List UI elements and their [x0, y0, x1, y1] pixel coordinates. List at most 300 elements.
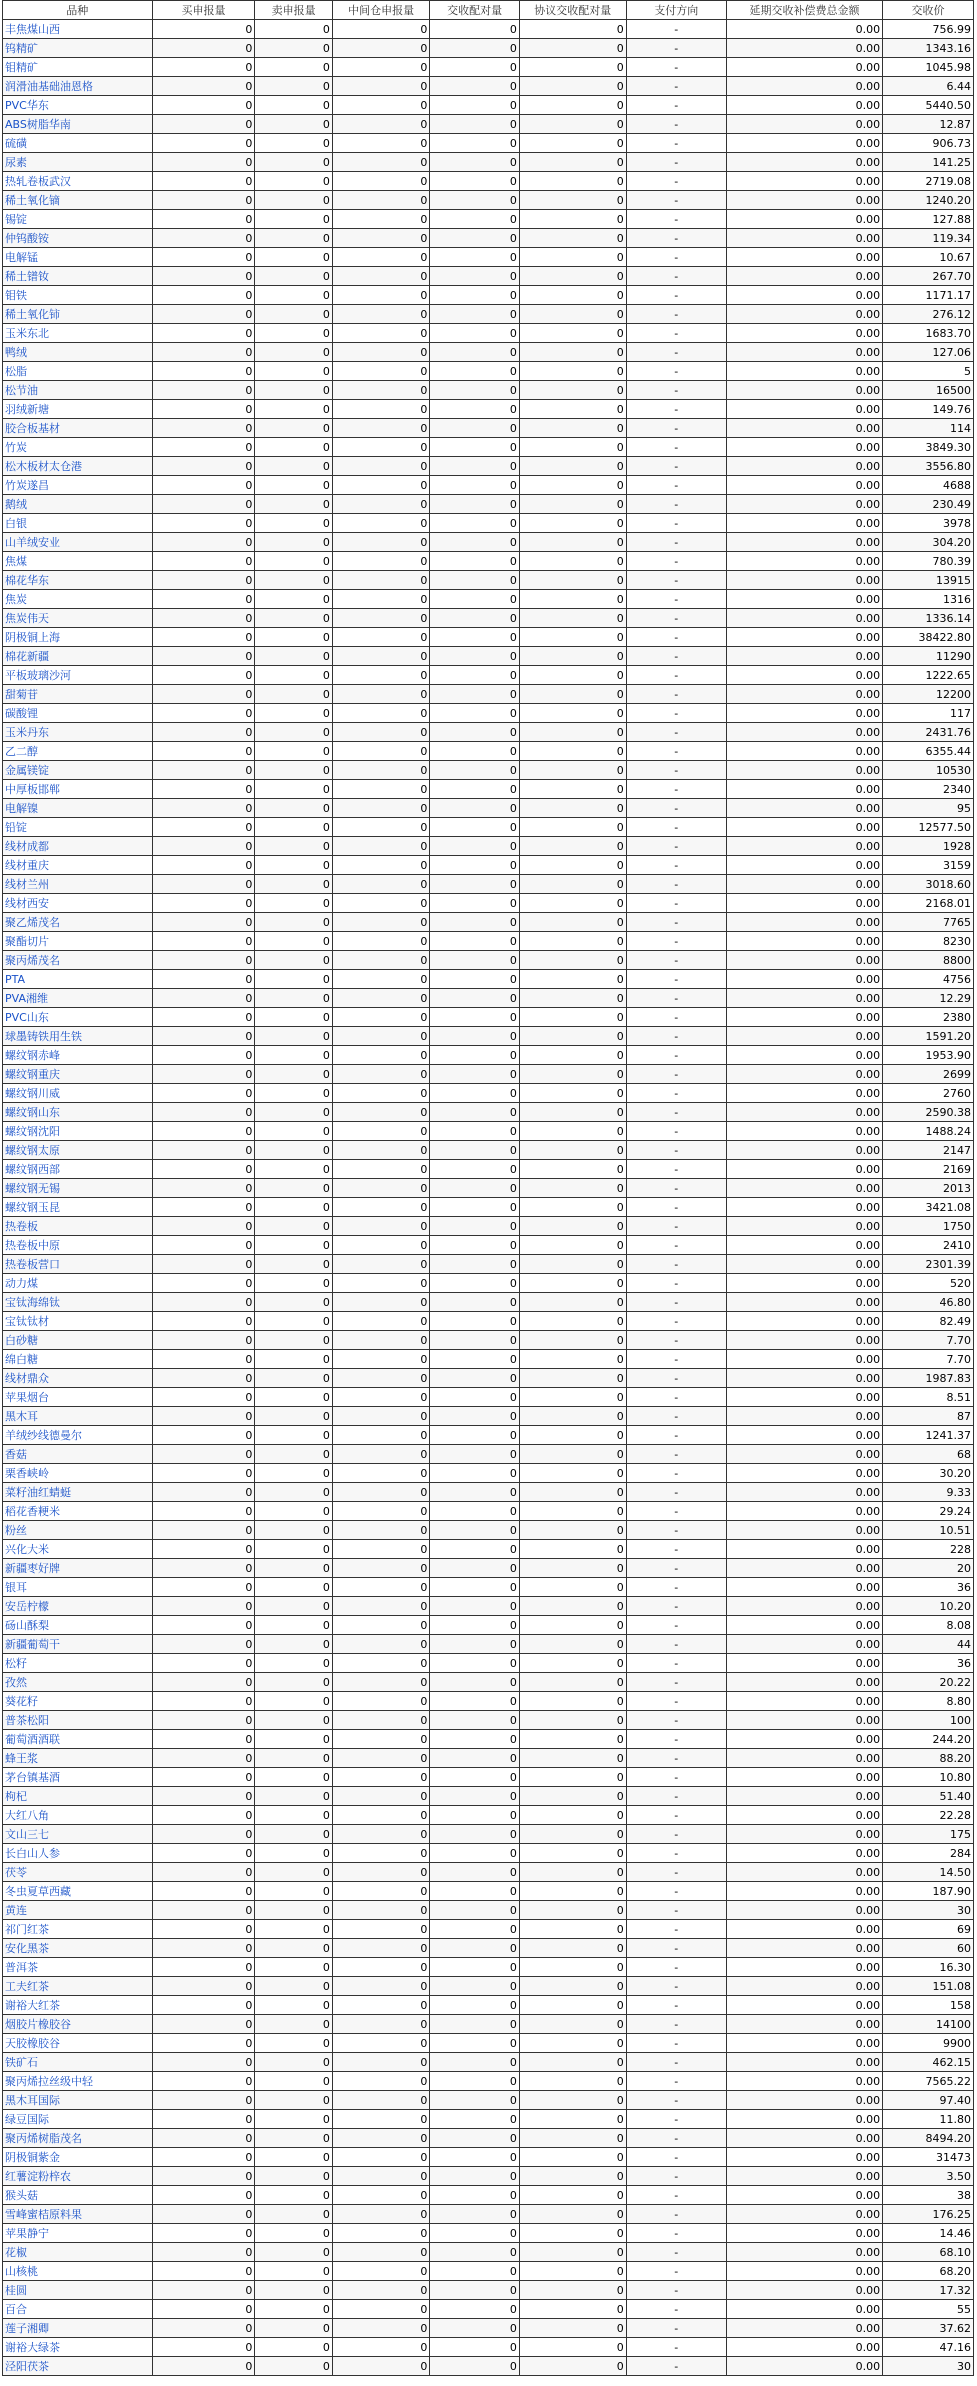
cell-matched: 0: [430, 1977, 519, 1996]
cell-buy-declared: 0: [152, 96, 255, 115]
cell-deferred-compensation: 0.00: [726, 837, 882, 856]
cell-buy-declared: 0: [152, 1179, 255, 1198]
cell-sell-declared: 0: [255, 1806, 332, 1825]
cell-warehouse-declared: 0: [332, 267, 430, 286]
cell-matched: 0: [430, 818, 519, 837]
cell-payment-direction: -: [626, 666, 726, 685]
cell-warehouse-declared: 0: [332, 2110, 430, 2129]
cell-deferred-compensation: 0.00: [726, 210, 882, 229]
cell-variety: 砀山酥梨: [3, 1616, 153, 1635]
table-row: [3, 1597, 974, 1616]
table-row: [3, 1198, 974, 1217]
header-buy-declared: 买申报量: [152, 1, 255, 20]
cell-agreement-matched: 0: [519, 1597, 626, 1616]
cell-payment-direction: -: [626, 2357, 726, 2376]
cell-matched: 0: [430, 571, 519, 590]
cell-deferred-compensation: 0.00: [726, 875, 882, 894]
cell-settlement-price: 10530: [883, 761, 974, 780]
cell-buy-declared: 0: [152, 324, 255, 343]
cell-deferred-compensation: 0.00: [726, 1597, 882, 1616]
cell-matched: 0: [430, 856, 519, 875]
cell-warehouse-declared: 0: [332, 191, 430, 210]
cell-variety: 烟胶片橡胶谷: [3, 2015, 153, 2034]
cell-matched: 0: [430, 1920, 519, 1939]
table-row: [3, 875, 974, 894]
cell-agreement-matched: 0: [519, 1483, 626, 1502]
cell-settlement-price: 2380: [883, 1008, 974, 1027]
cell-settlement-price: 3.50: [883, 2167, 974, 2186]
cell-settlement-price: 8.08: [883, 1616, 974, 1635]
cell-buy-declared: 0: [152, 1578, 255, 1597]
cell-agreement-matched: 0: [519, 932, 626, 951]
cell-sell-declared: 0: [255, 799, 332, 818]
cell-payment-direction: -: [626, 2338, 726, 2357]
cell-deferred-compensation: 0.00: [726, 1122, 882, 1141]
cell-deferred-compensation: 0.00: [726, 2243, 882, 2262]
cell-deferred-compensation: 0.00: [726, 362, 882, 381]
cell-settlement-price: 3978: [883, 514, 974, 533]
cell-deferred-compensation: 0.00: [726, 1939, 882, 1958]
cell-variety: 钨精矿: [3, 39, 153, 58]
cell-settlement-price: 29.24: [883, 1502, 974, 1521]
cell-payment-direction: -: [626, 818, 726, 837]
cell-sell-declared: 0: [255, 1103, 332, 1122]
cell-agreement-matched: 0: [519, 552, 626, 571]
cell-deferred-compensation: 0.00: [726, 2148, 882, 2167]
cell-agreement-matched: 0: [519, 1939, 626, 1958]
cell-settlement-price: 30: [883, 1901, 974, 1920]
cell-variety: 苹果烟台: [3, 1388, 153, 1407]
cell-payment-direction: -: [626, 267, 726, 286]
cell-agreement-matched: 0: [519, 419, 626, 438]
cell-matched: 0: [430, 1768, 519, 1787]
table-row: [3, 2015, 974, 2034]
cell-buy-declared: 0: [152, 2186, 255, 2205]
cell-sell-declared: 0: [255, 1369, 332, 1388]
cell-warehouse-declared: 0: [332, 1502, 430, 1521]
cell-warehouse-declared: 0: [332, 1179, 430, 1198]
table-row: [3, 1274, 974, 1293]
cell-warehouse-declared: 0: [332, 2148, 430, 2167]
cell-payment-direction: -: [626, 989, 726, 1008]
cell-buy-declared: 0: [152, 2072, 255, 2091]
table-row: [3, 96, 974, 115]
cell-deferred-compensation: 0.00: [726, 1027, 882, 1046]
cell-sell-declared: 0: [255, 856, 332, 875]
cell-warehouse-declared: 0: [332, 1616, 430, 1635]
cell-buy-declared: 0: [152, 2015, 255, 2034]
cell-buy-declared: 0: [152, 1483, 255, 1502]
cell-variety: 羊绒纱线德曼尔: [3, 1426, 153, 1445]
cell-warehouse-declared: 0: [332, 476, 430, 495]
cell-payment-direction: -: [626, 685, 726, 704]
cell-payment-direction: -: [626, 1768, 726, 1787]
cell-sell-declared: 0: [255, 2167, 332, 2186]
cell-buy-declared: 0: [152, 1901, 255, 1920]
cell-warehouse-declared: 0: [332, 989, 430, 1008]
cell-settlement-price: 114: [883, 419, 974, 438]
cell-deferred-compensation: 0.00: [726, 1863, 882, 1882]
cell-variety: 焦炭: [3, 590, 153, 609]
cell-buy-declared: 0: [152, 1654, 255, 1673]
table-row: [3, 58, 974, 77]
cell-variety: 山羊绒安业: [3, 533, 153, 552]
cell-payment-direction: -: [626, 2015, 726, 2034]
cell-buy-declared: 0: [152, 1046, 255, 1065]
cell-settlement-price: 176.25: [883, 2205, 974, 2224]
cell-settlement-price: 2301.39: [883, 1255, 974, 1274]
cell-deferred-compensation: 0.00: [726, 1407, 882, 1426]
cell-payment-direction: -: [626, 2243, 726, 2262]
cell-variety: 聚酯切片: [3, 932, 153, 951]
cell-buy-declared: 0: [152, 1198, 255, 1217]
cell-sell-declared: 0: [255, 1293, 332, 1312]
cell-buy-declared: 0: [152, 229, 255, 248]
cell-variety: 栗香峡岭: [3, 1464, 153, 1483]
cell-agreement-matched: 0: [519, 1046, 626, 1065]
cell-buy-declared: 0: [152, 989, 255, 1008]
cell-sell-declared: 0: [255, 2186, 332, 2205]
cell-payment-direction: -: [626, 552, 726, 571]
cell-payment-direction: -: [626, 913, 726, 932]
cell-deferred-compensation: 0.00: [726, 1901, 882, 1920]
cell-deferred-compensation: 0.00: [726, 913, 882, 932]
cell-variety: 粉丝: [3, 1521, 153, 1540]
cell-payment-direction: -: [626, 894, 726, 913]
cell-agreement-matched: 0: [519, 818, 626, 837]
cell-variety: ABS树脂华南: [3, 115, 153, 134]
cell-buy-declared: 0: [152, 1027, 255, 1046]
cell-settlement-price: 4756: [883, 970, 974, 989]
cell-settlement-price: 1488.24: [883, 1122, 974, 1141]
cell-warehouse-declared: 0: [332, 685, 430, 704]
table-row: [3, 1046, 974, 1065]
table-row: [3, 1559, 974, 1578]
cell-buy-declared: 0: [152, 2148, 255, 2167]
cell-payment-direction: -: [626, 1901, 726, 1920]
cell-settlement-price: 8494.20: [883, 2129, 974, 2148]
cell-sell-declared: 0: [255, 1844, 332, 1863]
cell-sell-declared: 0: [255, 172, 332, 191]
cell-variety: 枸杞: [3, 1787, 153, 1806]
cell-sell-declared: 0: [255, 1331, 332, 1350]
cell-warehouse-declared: 0: [332, 1027, 430, 1046]
cell-warehouse-declared: 0: [332, 343, 430, 362]
cell-variety: 长白山人参: [3, 1844, 153, 1863]
cell-variety: 热卷板营口: [3, 1255, 153, 1274]
cell-payment-direction: -: [626, 305, 726, 324]
cell-deferred-compensation: 0.00: [726, 1350, 882, 1369]
cell-warehouse-declared: 0: [332, 552, 430, 571]
cell-sell-declared: 0: [255, 419, 332, 438]
cell-matched: 0: [430, 989, 519, 1008]
cell-variety: 聚乙烯茂名: [3, 913, 153, 932]
cell-warehouse-declared: 0: [332, 894, 430, 913]
cell-payment-direction: -: [626, 1977, 726, 1996]
cell-warehouse-declared: 0: [332, 2167, 430, 2186]
cell-buy-declared: 0: [152, 1597, 255, 1616]
cell-variety: 新疆枣好牌: [3, 1559, 153, 1578]
cell-agreement-matched: 0: [519, 2300, 626, 2319]
cell-settlement-price: 244.20: [883, 1730, 974, 1749]
cell-matched: 0: [430, 1217, 519, 1236]
table-row: [3, 2129, 974, 2148]
cell-settlement-price: 2699: [883, 1065, 974, 1084]
cell-deferred-compensation: 0.00: [726, 115, 882, 134]
cell-sell-declared: 0: [255, 39, 332, 58]
cell-warehouse-declared: 0: [332, 1635, 430, 1654]
cell-deferred-compensation: 0.00: [726, 1502, 882, 1521]
cell-payment-direction: -: [626, 2110, 726, 2129]
cell-warehouse-declared: 0: [332, 1806, 430, 1825]
cell-agreement-matched: 0: [519, 2205, 626, 2224]
cell-buy-declared: 0: [152, 2091, 255, 2110]
cell-settlement-price: 2410: [883, 1236, 974, 1255]
cell-deferred-compensation: 0.00: [726, 343, 882, 362]
cell-payment-direction: -: [626, 2072, 726, 2091]
cell-variety: 球墨铸铁用生铁: [3, 1027, 153, 1046]
cell-deferred-compensation: 0.00: [726, 381, 882, 400]
cell-settlement-price: 47.16: [883, 2338, 974, 2357]
cell-matched: 0: [430, 2129, 519, 2148]
cell-payment-direction: -: [626, 1749, 726, 1768]
cell-buy-declared: 0: [152, 1274, 255, 1293]
cell-sell-declared: 0: [255, 1578, 332, 1597]
cell-agreement-matched: 0: [519, 1312, 626, 1331]
cell-variety: 黄连: [3, 1901, 153, 1920]
cell-deferred-compensation: 0.00: [726, 1331, 882, 1350]
cell-buy-declared: 0: [152, 191, 255, 210]
cell-variety: 猴头菇: [3, 2186, 153, 2205]
cell-deferred-compensation: 0.00: [726, 1046, 882, 1065]
cell-sell-declared: 0: [255, 248, 332, 267]
cell-matched: 0: [430, 1293, 519, 1312]
cell-agreement-matched: 0: [519, 343, 626, 362]
cell-settlement-price: 14.46: [883, 2224, 974, 2243]
cell-variety: 尿素: [3, 153, 153, 172]
cell-payment-direction: -: [626, 476, 726, 495]
cell-agreement-matched: 0: [519, 742, 626, 761]
table-row: [3, 1160, 974, 1179]
cell-deferred-compensation: 0.00: [726, 1160, 882, 1179]
cell-sell-declared: 0: [255, 1768, 332, 1787]
cell-warehouse-declared: 0: [332, 1255, 430, 1274]
cell-agreement-matched: 0: [519, 723, 626, 742]
cell-settlement-price: 82.49: [883, 1312, 974, 1331]
cell-settlement-price: 9900: [883, 2034, 974, 2053]
cell-payment-direction: -: [626, 1882, 726, 1901]
cell-variety: 宝钛海绵钛: [3, 1293, 153, 1312]
cell-sell-declared: 0: [255, 1445, 332, 1464]
cell-settlement-price: 1953.90: [883, 1046, 974, 1065]
cell-deferred-compensation: 0.00: [726, 1312, 882, 1331]
cell-payment-direction: -: [626, 2034, 726, 2053]
cell-sell-declared: 0: [255, 666, 332, 685]
table-row: [3, 742, 974, 761]
cell-settlement-price: 2169: [883, 1160, 974, 1179]
cell-agreement-matched: 0: [519, 1426, 626, 1445]
header-sell-declared: 卖申报量: [255, 1, 332, 20]
cell-buy-declared: 0: [152, 20, 255, 39]
cell-agreement-matched: 0: [519, 989, 626, 1008]
cell-deferred-compensation: 0.00: [726, 2167, 882, 2186]
cell-variety: 稻花香粳米: [3, 1502, 153, 1521]
cell-warehouse-declared: 0: [332, 1426, 430, 1445]
cell-buy-declared: 0: [152, 2053, 255, 2072]
cell-settlement-price: 1316: [883, 590, 974, 609]
cell-payment-direction: -: [626, 970, 726, 989]
cell-deferred-compensation: 0.00: [726, 1388, 882, 1407]
cell-deferred-compensation: 0.00: [726, 1692, 882, 1711]
cell-settlement-price: 20: [883, 1559, 974, 1578]
cell-variety: 棉花华东: [3, 571, 153, 590]
cell-settlement-price: 30: [883, 2357, 974, 2376]
cell-variety: 蜂王浆: [3, 1749, 153, 1768]
table-row: [3, 191, 974, 210]
cell-agreement-matched: 0: [519, 2167, 626, 2186]
cell-matched: 0: [430, 1958, 519, 1977]
cell-warehouse-declared: 0: [332, 1768, 430, 1787]
cell-deferred-compensation: 0.00: [726, 818, 882, 837]
cell-deferred-compensation: 0.00: [726, 2300, 882, 2319]
cell-sell-declared: 0: [255, 1312, 332, 1331]
cell-variety: 螺纹钢太原: [3, 1141, 153, 1160]
cell-variety: 甜菊苷: [3, 685, 153, 704]
cell-variety: 银耳: [3, 1578, 153, 1597]
cell-warehouse-declared: 0: [332, 799, 430, 818]
table-row: [3, 913, 974, 932]
cell-matched: 0: [430, 1198, 519, 1217]
cell-sell-declared: 0: [255, 1065, 332, 1084]
cell-variety: 茯苓: [3, 1863, 153, 1882]
cell-variety: 线材西安: [3, 894, 153, 913]
cell-variety: 苹果静宁: [3, 2224, 153, 2243]
cell-buy-declared: 0: [152, 1255, 255, 1274]
cell-variety: 桂圆: [3, 2281, 153, 2300]
cell-variety: 天胶橡胶谷: [3, 2034, 153, 2053]
cell-variety: 鸭绒: [3, 343, 153, 362]
cell-agreement-matched: 0: [519, 1293, 626, 1312]
cell-deferred-compensation: 0.00: [726, 799, 882, 818]
cell-deferred-compensation: 0.00: [726, 1616, 882, 1635]
cell-agreement-matched: 0: [519, 248, 626, 267]
cell-agreement-matched: 0: [519, 2338, 626, 2357]
table-row: [3, 1578, 974, 1597]
cell-buy-declared: 0: [152, 115, 255, 134]
cell-buy-declared: 0: [152, 1939, 255, 1958]
cell-variety: 仲钨酸铵: [3, 229, 153, 248]
table-row: [3, 590, 974, 609]
cell-variety: 螺纹钢玉昆: [3, 1198, 153, 1217]
cell-variety: 螺纹钢赤峰: [3, 1046, 153, 1065]
cell-deferred-compensation: 0.00: [726, 932, 882, 951]
cell-matched: 0: [430, 685, 519, 704]
cell-agreement-matched: 0: [519, 1654, 626, 1673]
cell-warehouse-declared: 0: [332, 58, 430, 77]
cell-payment-direction: -: [626, 115, 726, 134]
cell-variety: PVC华东: [3, 96, 153, 115]
cell-matched: 0: [430, 248, 519, 267]
cell-variety: 松节油: [3, 381, 153, 400]
cell-buy-declared: 0: [152, 2205, 255, 2224]
cell-deferred-compensation: 0.00: [726, 2338, 882, 2357]
table-row: [3, 1540, 974, 1559]
cell-warehouse-declared: 0: [332, 1559, 430, 1578]
cell-sell-declared: 0: [255, 1027, 332, 1046]
cell-matched: 0: [430, 2281, 519, 2300]
cell-warehouse-declared: 0: [332, 1293, 430, 1312]
cell-settlement-price: 12.87: [883, 115, 974, 134]
cell-payment-direction: -: [626, 2262, 726, 2281]
cell-warehouse-declared: 0: [332, 1065, 430, 1084]
cell-settlement-price: 55: [883, 2300, 974, 2319]
cell-matched: 0: [430, 704, 519, 723]
table-row: [3, 1939, 974, 1958]
cell-warehouse-declared: 0: [332, 2262, 430, 2281]
cell-settlement-price: 13915: [883, 571, 974, 590]
cell-settlement-price: 30.20: [883, 1464, 974, 1483]
table-row: [3, 780, 974, 799]
cell-payment-direction: -: [626, 856, 726, 875]
cell-buy-declared: 0: [152, 1103, 255, 1122]
cell-agreement-matched: 0: [519, 2129, 626, 2148]
cell-agreement-matched: 0: [519, 685, 626, 704]
cell-settlement-price: 8230: [883, 932, 974, 951]
cell-sell-declared: 0: [255, 1958, 332, 1977]
cell-variety: 稀土氧化铈: [3, 305, 153, 324]
cell-warehouse-declared: 0: [332, 115, 430, 134]
cell-settlement-price: 51.40: [883, 1787, 974, 1806]
cell-settlement-price: 100: [883, 1711, 974, 1730]
cell-sell-declared: 0: [255, 742, 332, 761]
table-header-row: [3, 1, 974, 20]
table-row: [3, 400, 974, 419]
table-row: [3, 628, 974, 647]
cell-deferred-compensation: 0.00: [726, 2053, 882, 2072]
cell-warehouse-declared: 0: [332, 2300, 430, 2319]
cell-buy-declared: 0: [152, 1464, 255, 1483]
cell-settlement-price: 304.20: [883, 533, 974, 552]
cell-sell-declared: 0: [255, 134, 332, 153]
cell-payment-direction: -: [626, 1939, 726, 1958]
cell-payment-direction: -: [626, 39, 726, 58]
cell-sell-declared: 0: [255, 628, 332, 647]
cell-settlement-price: 8.80: [883, 1692, 974, 1711]
cell-warehouse-declared: 0: [332, 229, 430, 248]
cell-sell-declared: 0: [255, 761, 332, 780]
table-row: [3, 476, 974, 495]
header-warehouse-declared: 中间仓申报量: [332, 1, 430, 20]
cell-variety: 兴化大米: [3, 1540, 153, 1559]
cell-sell-declared: 0: [255, 2243, 332, 2262]
cell-settlement-price: 149.76: [883, 400, 974, 419]
cell-settlement-price: 780.39: [883, 552, 974, 571]
table-body: [3, 20, 974, 2376]
header-variety: 品种: [3, 1, 153, 20]
cell-warehouse-declared: 0: [332, 704, 430, 723]
cell-buy-declared: 0: [152, 761, 255, 780]
cell-payment-direction: -: [626, 1350, 726, 1369]
cell-payment-direction: -: [626, 1084, 726, 1103]
cell-agreement-matched: 0: [519, 799, 626, 818]
cell-buy-declared: 0: [152, 2262, 255, 2281]
cell-agreement-matched: 0: [519, 1027, 626, 1046]
cell-sell-declared: 0: [255, 210, 332, 229]
cell-buy-declared: 0: [152, 1711, 255, 1730]
table-row: [3, 305, 974, 324]
cell-agreement-matched: 0: [519, 1445, 626, 1464]
cell-matched: 0: [430, 1312, 519, 1331]
